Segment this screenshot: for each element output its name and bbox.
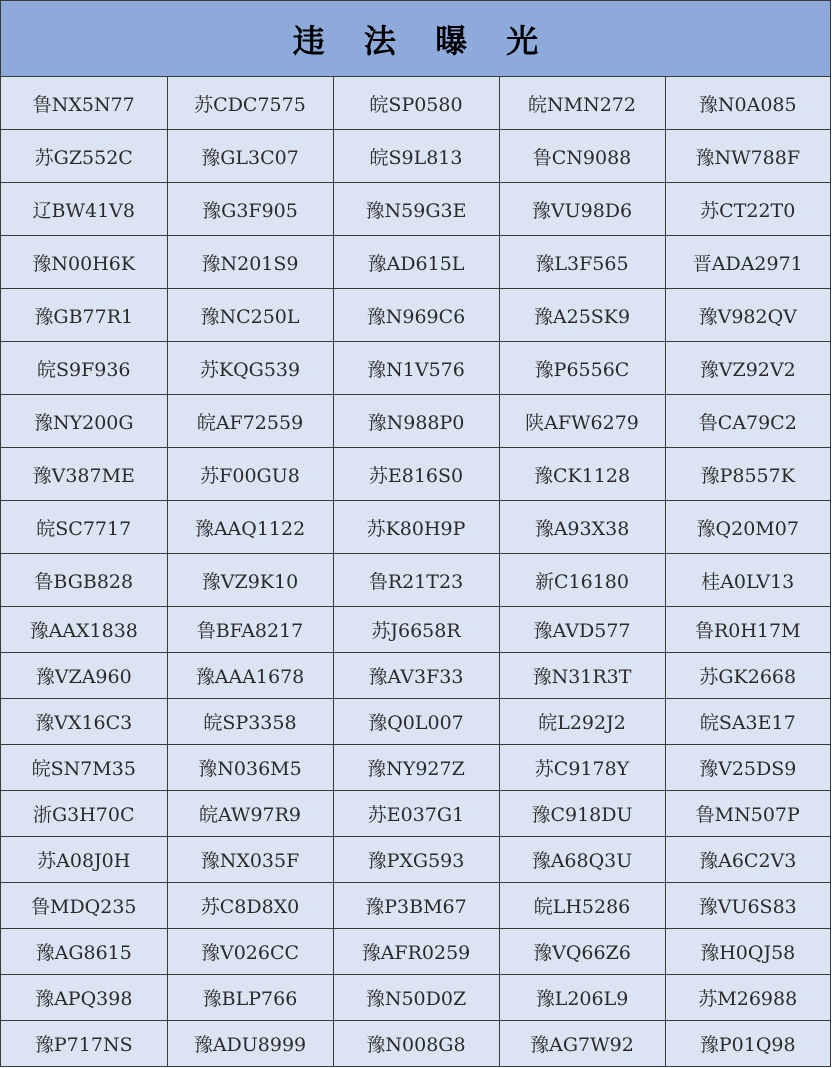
plate-number-cell: 豫APQ398 [1, 975, 167, 1021]
plate-number-cell: 桂A0LV13 [665, 554, 830, 607]
table-row [1, 77, 830, 130]
plate-number-cell: 豫P3BM67 [333, 883, 499, 929]
plate-number-cell: 苏CDC7575 [167, 77, 333, 130]
table-row [1, 1021, 830, 1067]
plate-number-cell: 浙G3H70C [1, 791, 167, 837]
plate-number-cell: 豫H0QJ58 [665, 929, 830, 975]
plate-number-cell: 豫N31R3T [499, 653, 665, 699]
plate-number-cell: 皖S9L813 [333, 130, 499, 183]
plate-number-cell: 豫VU98D6 [499, 183, 665, 236]
plate-number-cell: 豫N00H6K [1, 236, 167, 289]
plate-number-cell: 豫V387ME [1, 448, 167, 501]
plate-number-cell: 皖SC7717 [1, 501, 167, 554]
plate-number-cell: 豫P01Q98 [665, 1021, 830, 1067]
plate-number-cell: 苏J6658R [333, 607, 499, 653]
plate-number-cell: 豫NC250L [167, 289, 333, 342]
plate-number-cell: 苏E816S0 [333, 448, 499, 501]
plate-number-cell: 豫VX16C3 [1, 699, 167, 745]
table-row [1, 501, 830, 554]
plate-number-cell: 豫N008G8 [333, 1021, 499, 1067]
table-row [1, 883, 830, 929]
plate-number-cell: 豫A93X38 [499, 501, 665, 554]
plate-number-cell: 豫AAX1838 [1, 607, 167, 653]
plate-number-cell: 豫AD615L [333, 236, 499, 289]
plate-table [1, 77, 830, 1066]
plate-number-cell: 豫NX035F [167, 837, 333, 883]
plate-number-cell: 苏GZ552C [1, 130, 167, 183]
plate-number-cell: 皖SP0580 [333, 77, 499, 130]
table-row [1, 448, 830, 501]
plate-number-cell: 豫N59G3E [333, 183, 499, 236]
plate-number-cell: 新C16180 [499, 554, 665, 607]
plate-number-cell: 豫NY927Z [333, 745, 499, 791]
plate-number-cell: 豫P717NS [1, 1021, 167, 1067]
plate-number-cell: 鲁MN507P [665, 791, 830, 837]
plate-number-cell: 辽BW41V8 [1, 183, 167, 236]
table-row [1, 745, 830, 791]
plate-number-cell: 苏C8D8X0 [167, 883, 333, 929]
plate-number-cell: 苏C9178Y [499, 745, 665, 791]
table-row [1, 837, 830, 883]
table-row [1, 236, 830, 289]
plate-number-cell: 豫N969C6 [333, 289, 499, 342]
plate-number-cell: 豫N201S9 [167, 236, 333, 289]
plate-number-cell: 豫A25SK9 [499, 289, 665, 342]
plate-number-cell: 豫VZA960 [1, 653, 167, 699]
plate-number-cell: 豫P6556C [499, 342, 665, 395]
table-row [1, 929, 830, 975]
plate-number-cell: 豫CK1128 [499, 448, 665, 501]
plate-number-cell: 豫N50D0Z [333, 975, 499, 1021]
plate-number-cell: 皖SA3E17 [665, 699, 830, 745]
plate-number-cell: 鲁MDQ235 [1, 883, 167, 929]
plate-number-cell: 苏E037G1 [333, 791, 499, 837]
plate-number-cell: 苏KQG539 [167, 342, 333, 395]
plate-number-cell: 豫V982QV [665, 289, 830, 342]
table-row [1, 342, 830, 395]
plate-number-cell: 苏A08J0H [1, 837, 167, 883]
plate-number-cell: 豫VU6S83 [665, 883, 830, 929]
plate-number-cell: 陕AFW6279 [499, 395, 665, 448]
plate-number-cell: 豫Q20M07 [665, 501, 830, 554]
plate-number-cell: 豫N988P0 [333, 395, 499, 448]
plate-number-cell: 苏GK2668 [665, 653, 830, 699]
plate-number-cell: 苏CT22T0 [665, 183, 830, 236]
plate-number-cell: 豫AAQ1122 [167, 501, 333, 554]
plate-number-cell: 豫PXG593 [333, 837, 499, 883]
plate-number-cell: 豫A6C2V3 [665, 837, 830, 883]
plate-number-cell: 豫NW788F [665, 130, 830, 183]
table-row [1, 975, 830, 1021]
plate-number-cell: 豫N0A085 [665, 77, 830, 130]
plate-number-cell: 苏M26988 [665, 975, 830, 1021]
plate-number-cell: 豫AAA1678 [167, 653, 333, 699]
plate-number-cell: 皖S9F936 [1, 342, 167, 395]
plate-number-cell: 鲁NX5N77 [1, 77, 167, 130]
plate-number-cell: 豫L3F565 [499, 236, 665, 289]
plate-number-cell: 皖AW97R9 [167, 791, 333, 837]
plate-number-cell: 皖NMN272 [499, 77, 665, 130]
plate-number-cell: 豫BLP766 [167, 975, 333, 1021]
plate-number-cell: 豫GL3C07 [167, 130, 333, 183]
plate-number-cell: 豫V25DS9 [665, 745, 830, 791]
table-row [1, 183, 830, 236]
plate-number-cell: 豫AFR0259 [333, 929, 499, 975]
table-row [1, 791, 830, 837]
plate-number-cell: 豫A68Q3U [499, 837, 665, 883]
plate-number-cell: 鲁BFA8217 [167, 607, 333, 653]
plate-number-cell: 豫ADU8999 [167, 1021, 333, 1067]
plate-number-cell: 苏K80H9P [333, 501, 499, 554]
plate-number-cell: 皖L292J2 [499, 699, 665, 745]
plate-number-cell: 皖LH5286 [499, 883, 665, 929]
title-bar [1, 1, 830, 77]
plate-number-cell: 鲁R21T23 [333, 554, 499, 607]
plate-number-cell: 豫AVD577 [499, 607, 665, 653]
plate-number-cell: 豫VZ92V2 [665, 342, 830, 395]
plate-number-cell: 豫N036M5 [167, 745, 333, 791]
table-row [1, 289, 830, 342]
plate-number-cell: 皖SP3358 [167, 699, 333, 745]
plate-number-cell: 豫VQ66Z6 [499, 929, 665, 975]
plate-number-cell: 鲁R0H17M [665, 607, 830, 653]
plate-number-cell: 皖AF72559 [167, 395, 333, 448]
table-row [1, 554, 830, 607]
table-row [1, 607, 830, 653]
plate-number-cell: 晋ADA2971 [665, 236, 830, 289]
page-title: 违 法 曝 光 [292, 21, 553, 60]
plate-number-cell: 鲁CN9088 [499, 130, 665, 183]
plate-number-cell: 豫AG7W92 [499, 1021, 665, 1067]
plate-number-cell: 豫Q0L007 [333, 699, 499, 745]
plate-number-cell: 豫GB77R1 [1, 289, 167, 342]
plate-number-cell: 鲁BGB828 [1, 554, 167, 607]
plate-number-cell: 豫P8557K [665, 448, 830, 501]
table-row [1, 130, 830, 183]
plate-number-cell: 皖SN7M35 [1, 745, 167, 791]
plate-number-cell: 豫N1V576 [333, 342, 499, 395]
table-row [1, 395, 830, 448]
plate-number-cell: 豫VZ9K10 [167, 554, 333, 607]
plate-number-cell: 豫C918DU [499, 791, 665, 837]
plate-number-cell: 苏F00GU8 [167, 448, 333, 501]
plate-number-cell: 豫AG8615 [1, 929, 167, 975]
plate-number-cell: 豫L206L9 [499, 975, 665, 1021]
plate-number-cell: 鲁CA79C2 [665, 395, 830, 448]
plate-number-cell: 豫AV3F33 [333, 653, 499, 699]
plate-number-cell: 豫G3F905 [167, 183, 333, 236]
plate-table-body [1, 77, 830, 1066]
plate-number-cell: 豫V026CC [167, 929, 333, 975]
table-row [1, 653, 830, 699]
plate-number-cell: 豫NY200G [1, 395, 167, 448]
table-row [1, 699, 830, 745]
